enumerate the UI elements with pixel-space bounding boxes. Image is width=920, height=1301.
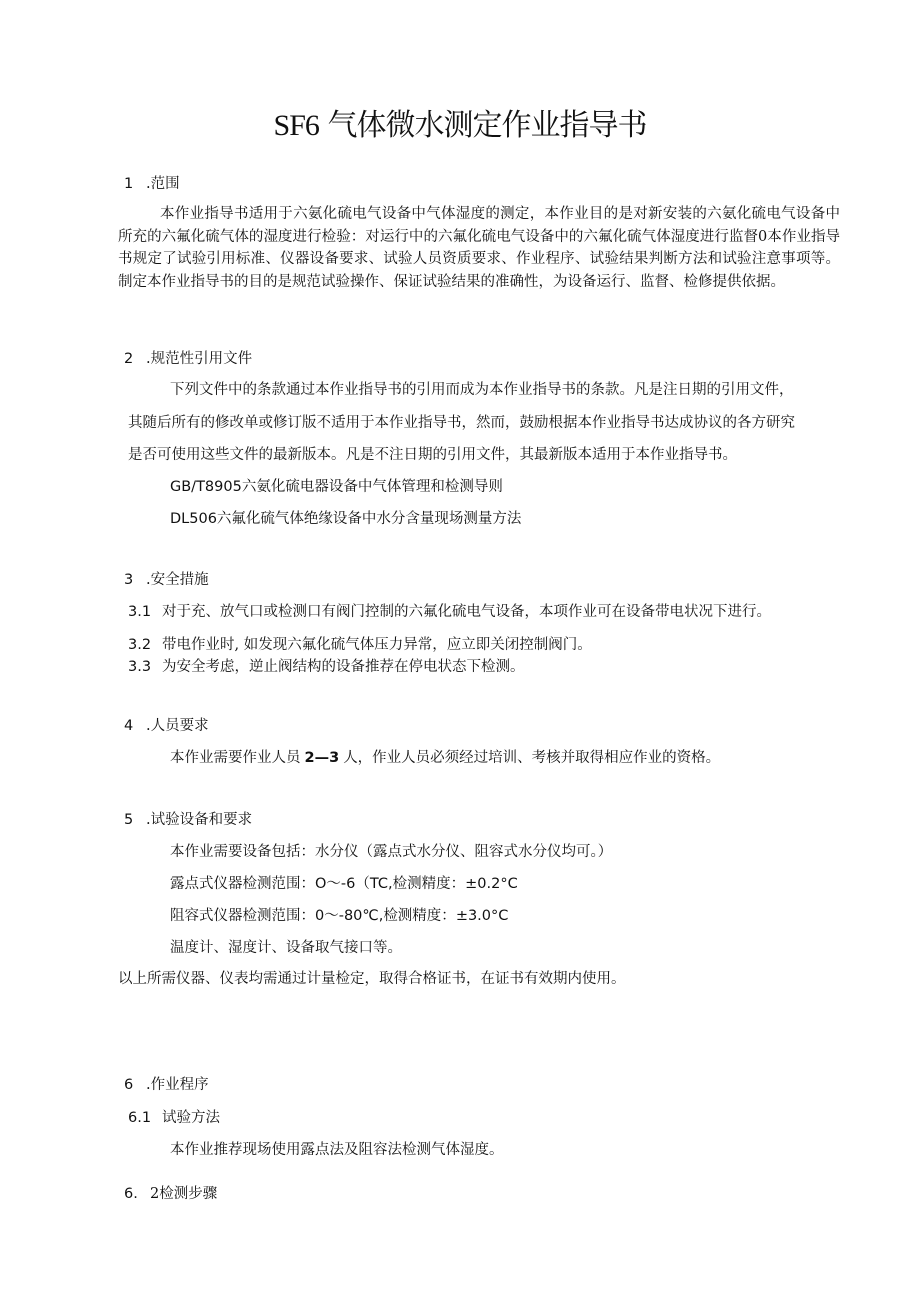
- document-title: [0, 104, 920, 148]
- section-5-line-5: 以上所需仪器、仪表均需通过计量检定，取得合格证书，在证书有效期内使用。: [118, 971, 626, 987]
- section-2-line-1: 下列文件中的条款通过本作业指导书的引用而成为本作业指导书的条款。凡是注日期的引用文件，: [170, 382, 794, 398]
- section-4-body: 本作业需要作业人员 2—3 人，作业人员必须经过培训、考核并取得相应作业的资格。: [170, 750, 721, 766]
- subsection-6-2-heading: 6. 2检测步骤: [124, 1186, 218, 1202]
- title-cjk: 气体微水测定作业指导书: [327, 108, 647, 143]
- reference-gb-t8905: GB/T8905六氨化硫电器设备中气体管理和检测导则: [170, 479, 503, 495]
- section-5-heading: 5 .试验设备和要求: [124, 812, 253, 828]
- section-2-line-2: 其随后所有的修改单或修订版不适用于本作业指导书，然而，鼓励根据本作业指导书达成协议的各方研究: [128, 415, 795, 431]
- section-5-line-4: 温度计、湿度计、设备取气接口等。: [170, 940, 402, 956]
- subsection-6-1-body: 本作业推荐现场使用露点法及阻容法检测气体湿度。: [170, 1142, 504, 1158]
- section-1-body: 本作业指导书适用于六氨化硫电气设备中气体湿度的测定，本作业目的是对新安装的六氨化硫电气设备中所充的六氟化硫气体的湿度进行检验：对运行中的六氟化硫电气设备中的六氟化硫气体湿度进行监督0本作业指导书规定了试验引用标准、仪器设备要求、试验人员资质要求、作业程序、试验结果判断方法和试验注意事项等。制定本作业指导书的目的是规范试验操作、保证试验结果的准确性，为设备运行、监督、检修提供依据。: [118, 206, 840, 290]
- reference-dl506: DL506六氟化硫气体绝缘设备中水分含量现场测量方法: [170, 511, 522, 527]
- section-5-line-2: 露点式仪器检测范围：O〜-6（TC,检测精度：±0.2°C: [170, 876, 518, 892]
- subsection-6-1-heading: 6.1 试验方法: [128, 1110, 220, 1126]
- section-5-line-1: 本作业需要设备包括：水分仪（露点式水分仪、阻容式水分仪均可。）: [170, 844, 613, 860]
- section-3-heading: 3 .安全措施: [124, 572, 209, 588]
- safety-item-3-2: 3.2 带电作业时, 如发现六氟化硫气体压力异常，应立即关闭控制阀门。: [128, 637, 592, 653]
- section-1-heading: 1 .范围: [124, 176, 180, 192]
- section-4-heading: 4 .人员要求: [124, 718, 209, 734]
- safety-item-3-3: 3.3 为安全考虑，逆止阀结构的设备推荐在停电状态下检测。: [128, 659, 525, 675]
- section-5-line-3: 阻容式仪器检测范围：0〜-80℃,检测精度：±3.0°C: [170, 908, 509, 924]
- section-6-heading: 6 .作业程序: [124, 1077, 209, 1093]
- section-2-line-3: 是否可使用这些文件的最新版本。凡是不注日期的引用文件，其最新版本适用于本作业指导书。: [128, 447, 737, 463]
- title-latin: SF6: [273, 109, 319, 142]
- section-2-heading: 2 .规范性引用文件: [124, 351, 253, 367]
- safety-item-3-1: 3.1 对于充、放气口或检测口有阀门控制的六氟化硫电气设备，本项作业可在设备带电状况下进行。: [128, 604, 771, 620]
